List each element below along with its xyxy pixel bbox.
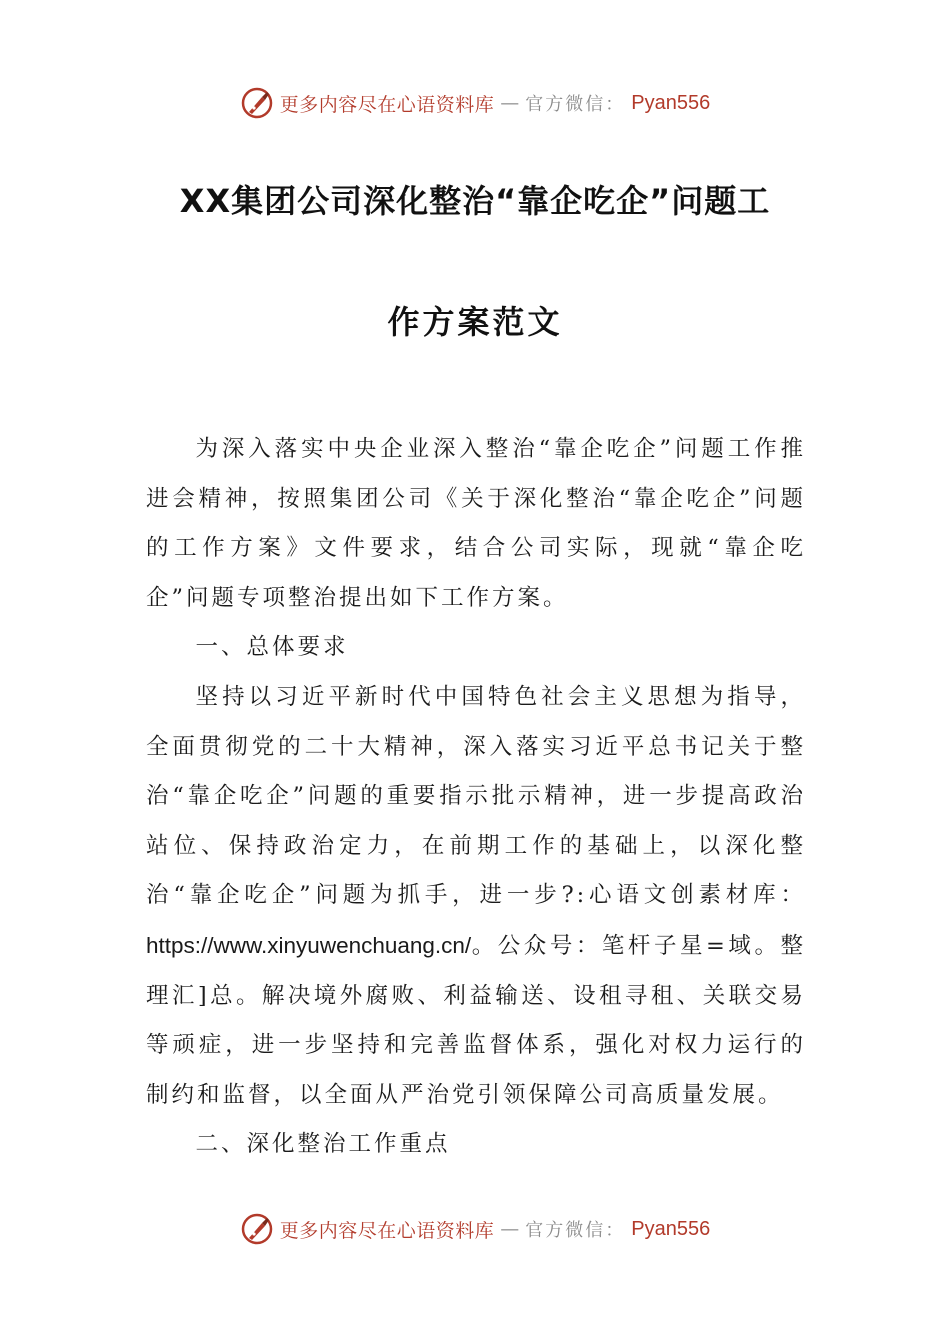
requirements-paragraph xyxy=(146,673,806,1120)
source-url: https://www.xinyuwenchuang.cn/ xyxy=(146,932,472,958)
header-watermark-banner xyxy=(0,83,950,123)
banner-wechat-id: Pyan556 xyxy=(631,91,711,114)
requirements-text-b: 。公众号：笔杆子星=域。整理汇]总。解决境外腐败、利益输送、设租寻租、关联交易等顽症，进一步坚持和完善监督体系，强化对权力运行的制约和监督，以全面从严治党引领保障公司高质量发展。 xyxy=(146,932,806,1108)
requirements-text-a: 坚持以习近平新时代中国特色社会主义思想为指导，全面贯彻党的二十大精神，深入落实习近平总书记关于整治“靠企吃企”问题的重要指示批示精神，进一步提高政治站位、保持政治定力，在前期工作的基础上，以深化整治“靠企吃企”问题为抓手，进一步?:心语文创素材库： xyxy=(146,683,806,909)
pen-nib-logo-icon xyxy=(240,86,274,120)
intro-paragraph: 为深入落实中央企业深入整治“靠企吃企”问题工作推进会精神，按照集团公司《关于深化整治“靠企吃企”问题的工作方案》文件要求，结合公司实际，现就“靠企吃企”问题专项整治提出如下工作方案。 xyxy=(146,436,806,611)
banner-brand-text: 更多内容尽在心语资料库 xyxy=(279,93,495,116)
document-title-line-1: XX集团公司深化整治“靠企吃企”问题工 xyxy=(179,182,771,220)
footer-wechat-id: Pyan556 xyxy=(631,1217,711,1240)
footer-dash: — xyxy=(500,1218,520,1240)
footer-watermark-banner xyxy=(0,1209,950,1249)
section-heading-2: 二、深化整治工作重点 xyxy=(195,1131,451,1158)
footer-brand-text: 更多内容尽在心语资料库 xyxy=(279,1219,495,1242)
section-heading-1: 一、总体要求 xyxy=(195,634,349,661)
footer-wechat-label: 官方微信： xyxy=(525,1220,626,1241)
document-body xyxy=(146,425,806,1170)
document-title-line-2: 作方案范文 xyxy=(387,303,563,341)
pen-nib-logo-icon xyxy=(240,1212,274,1246)
banner-dash: — xyxy=(500,92,520,114)
banner-wechat-label: 官方微信： xyxy=(525,94,626,115)
